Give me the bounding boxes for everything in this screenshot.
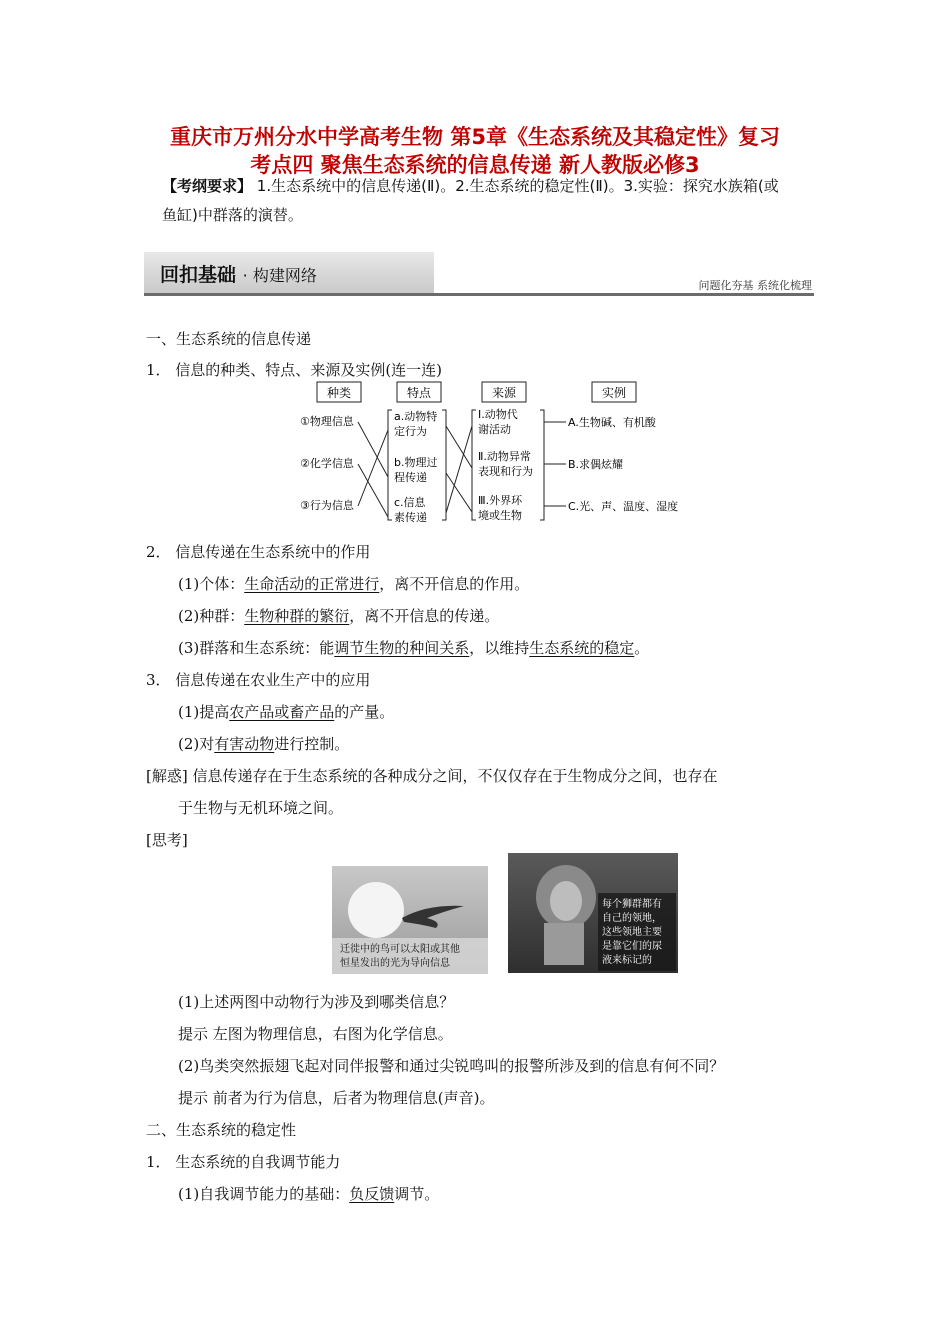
feature-bracket-left: [388, 410, 392, 520]
self-regulation-basis: [178, 1183, 439, 1205]
source-1-1: Ⅰ.动物代: [478, 408, 518, 421]
role-population-label: (2)种群：: [178, 607, 245, 625]
document-title-line2: 考点四 聚焦生态系统的信息传递 新人教版必修3: [250, 153, 700, 177]
banner-right: 问题化夯基 系统化梳理: [698, 279, 812, 292]
role-community-end: 。: [634, 639, 650, 657]
example-a: A.生物碱、有机酸: [568, 416, 656, 429]
header-source: 来源: [491, 386, 517, 400]
feature-a-1: a.动物特: [394, 410, 438, 423]
link-b-III: [446, 473, 472, 512]
hint-1: 提示 左图为物理信息，右图为化学信息。: [178, 1025, 453, 1043]
lion-photo: [508, 853, 678, 973]
lion-caption-2: 自己的领地，: [602, 913, 662, 924]
section-banner: [144, 252, 814, 296]
banner-main: 回扣基础: [160, 264, 237, 286]
role-community-mid: ，以维持: [469, 639, 530, 657]
bird-caption-2: 恒星发出的光为导向信息: [340, 958, 450, 969]
role-population: [178, 605, 499, 627]
role-population-answer: 生物种群的繁衍: [244, 607, 350, 625]
requirements-tag: 【考纲要求】: [162, 177, 253, 195]
bird-shape: [402, 906, 464, 928]
bird-caption-1: 迁徙中的鸟可以太阳或其他: [340, 944, 460, 955]
link-c-I: [446, 426, 472, 513]
banner-rule: [144, 293, 814, 296]
application-2-label: (2)对: [178, 735, 215, 753]
info-matching-diagram: [292, 380, 692, 528]
role-population-rest: ，离不开信息的传递。: [349, 607, 500, 625]
lion-caption-1: 每个狮群都有: [602, 899, 662, 910]
role-individual-answer: 生命活动的正常进行: [244, 575, 380, 593]
lion-caption-3: 这些领地主要: [602, 927, 662, 938]
role-community-label: (3)群落和生态系统：能: [178, 639, 335, 657]
requirements-text1: 1.生态系统中的信息传递(Ⅱ)。2.生态系统的稳定性(Ⅱ)。3.实验：探究水族箱(或: [256, 177, 779, 195]
application-2-answer: 有害动物: [214, 735, 275, 753]
banner-title: [160, 260, 317, 287]
feature-b-2: 程传递: [394, 471, 427, 484]
section1-item2: 2． 信息传递在生态系统中的作用: [146, 543, 371, 561]
header-type: 种类: [326, 386, 352, 400]
question-2: (2)鸟类突然振翅飞起对同伴报警和通过尖锐鸣叫的报警所涉及到的信息有何不同？: [178, 1057, 725, 1075]
requirements-line1: [162, 172, 812, 201]
lion-caption-4: 是靠它们的尿: [602, 941, 662, 952]
hint-2: 提示 前者为行为信息，后者为物理信息(声音)。: [178, 1089, 495, 1107]
feature-c-2: 素传递: [394, 511, 427, 524]
self-regulation-rest: 调节。: [394, 1185, 440, 1203]
document-title-line1: 重庆市万州分水中学高考生物 第5章《生态系统及其稳定性》复习: [170, 125, 780, 149]
role-individual: [178, 573, 529, 595]
section1-item3: 3． 信息传递在农业生产中的应用: [146, 671, 371, 689]
section2-heading: 二、生态系统的稳定性: [146, 1121, 297, 1139]
application-1-rest: 的产量。: [334, 703, 395, 721]
feature-bracket-right: [442, 410, 446, 520]
bird-photo-art: [332, 866, 488, 974]
self-regulation-answer: 负反馈: [349, 1185, 395, 1203]
source-3-1: Ⅲ.外界环: [478, 494, 523, 507]
feature-a-2: 定行为: [394, 425, 427, 438]
banner-sub: · 构建网络: [242, 266, 317, 285]
link-a-II: [446, 426, 472, 468]
lion-caption-5: 液来标记的: [602, 955, 652, 966]
source-1-2: 谢活动: [478, 423, 511, 436]
source-3-2: 境或生物: [478, 509, 522, 522]
role-community: [178, 637, 649, 659]
section1-item1: 1． 信息的种类、特点、来源及实例(连一连): [146, 361, 443, 379]
source-bracket-right: [540, 410, 544, 520]
application-1-answer: 农产品或畜产品: [229, 703, 335, 721]
feature-b-1: b.物理过: [394, 456, 438, 469]
role-individual-label: (1)个体：: [178, 575, 245, 593]
clarification-line1: [解惑] 信息传递存在于生态系统的各种成分之间，不仅仅存在于生物成分之间，也存在: [146, 767, 718, 785]
application-1-label: (1)提高: [178, 703, 230, 721]
section2-item1: 1． 生态系统的自我调节能力: [146, 1153, 341, 1171]
requirements-line2: 鱼缸)中群落的演替。: [162, 206, 303, 224]
diagram-headers: [317, 382, 636, 402]
application-1: [178, 701, 394, 723]
source-2-1: Ⅱ.动物异常: [478, 450, 531, 463]
type-chemical: ②化学信息: [300, 457, 354, 470]
lion-face-shape: [550, 881, 582, 921]
header-feature: 特点: [406, 386, 432, 400]
section1-heading: 一、生态系统的信息传递: [146, 330, 312, 348]
application-2: [178, 733, 349, 755]
header-example: 实例: [601, 386, 627, 400]
bird-photo: [332, 866, 488, 974]
role-community-answer1: 调节生物的种间关系: [334, 639, 470, 657]
example-b: B.求偶炫耀: [568, 458, 624, 471]
feature-c-1: c.信息: [394, 496, 426, 509]
example-c: C.光、声、温度、湿度: [568, 500, 679, 513]
role-community-answer2: 生态系统的稳定: [529, 639, 635, 657]
link-chemical-c: [358, 464, 388, 517]
source-bracket-left: [472, 410, 476, 520]
application-2-rest: 进行控制。: [274, 735, 350, 753]
role-individual-rest: ，离不开信息的作用。: [379, 575, 530, 593]
self-regulation-label: (1)自我调节能力的基础：: [178, 1185, 350, 1203]
clarification-line2: 于生物与无机环境之间。: [178, 799, 344, 817]
question-1: (1)上述两图中动物行为涉及到哪类信息？: [178, 993, 455, 1011]
sun-shape: [348, 882, 404, 938]
type-physical: ①物理信息: [300, 415, 354, 428]
type-behavioral: ③行为信息: [300, 499, 354, 512]
thinking-label: [思考]: [146, 831, 188, 849]
source-2-2: 表现和行为: [478, 465, 533, 478]
lion-photo-art: [508, 853, 678, 973]
